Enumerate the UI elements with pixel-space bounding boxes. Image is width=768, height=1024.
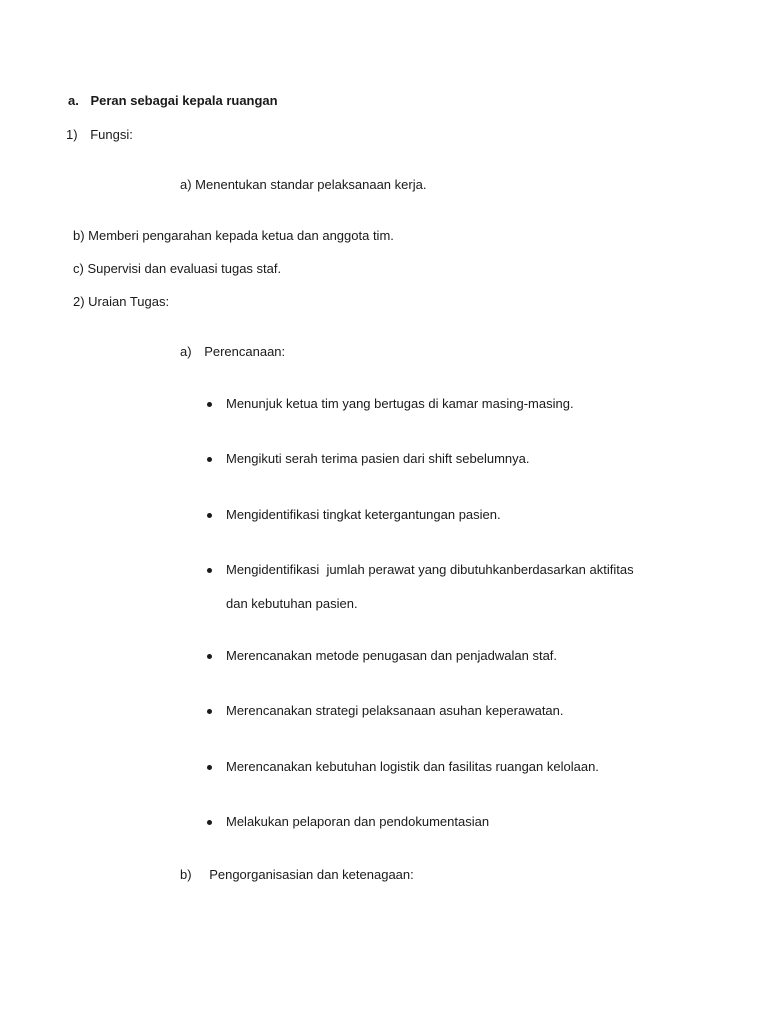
pengorganisasian-label: Pengorganisasian dan ketenagaan: (209, 867, 414, 882)
bullet-dot (207, 654, 212, 659)
bullet-dot (207, 820, 212, 825)
section-heading (68, 93, 278, 109)
list-item: Merencanakan metode penugasan dan penjadwalan staf. (226, 648, 558, 663)
bullet-dot (207, 568, 212, 573)
pengorganisasian-marker: b) (180, 867, 192, 882)
bullet-dot (207, 709, 212, 714)
fungsi-item-a: a) Menentukan standar pelaksanaan kerja. (180, 177, 427, 192)
bullet-dot (207, 765, 212, 770)
list-item: Mengikuti serah terima pasien dari shift sebelumnya. (226, 451, 530, 466)
heading-text: Peran sebagai kepala ruangan (90, 93, 278, 108)
heading-marker: a. (68, 93, 79, 108)
sub-section-pengorganisasian (180, 867, 414, 883)
bullet-dot (207, 402, 212, 407)
fungsi-marker: 1) (66, 127, 78, 142)
list-item: Merencanakan strategi pelaksanaan asuhan keperawatan. (226, 703, 564, 718)
perencanaan-label: Perencanaan: (204, 344, 286, 359)
fungsi-item-b: b) Memberi pengarahan kepada ketua dan anggota tim. (73, 228, 394, 243)
fungsi-label: Fungsi: (90, 127, 133, 142)
list-item: Mengidentifikasi tingkat ketergantungan pasien. (226, 507, 501, 522)
sub-section-perencanaan (180, 344, 285, 360)
list-item: Mengidentifikasi jumlah perawat yang dibutuhkanberdasarkan aktifitas (226, 562, 634, 577)
bullet-dot (207, 513, 212, 518)
list-item-continuation: dan kebutuhan pasien. (226, 596, 358, 611)
list-item: Merencanakan kebutuhan logistik dan fasilitas ruangan kelolaan. (226, 759, 599, 774)
fungsi-item-c: c) Supervisi dan evaluasi tugas staf. (73, 261, 282, 276)
list-item: Menunjuk ketua tim yang bertugas di kamar masing-masing. (226, 396, 574, 411)
perencanaan-marker: a) (180, 344, 192, 359)
section-fungsi (66, 127, 133, 143)
section-uraian-tugas: 2) Uraian Tugas: (73, 294, 170, 309)
bullet-dot (207, 457, 212, 462)
list-item: Melakukan pelaporan dan pendokumentasian (226, 814, 490, 829)
